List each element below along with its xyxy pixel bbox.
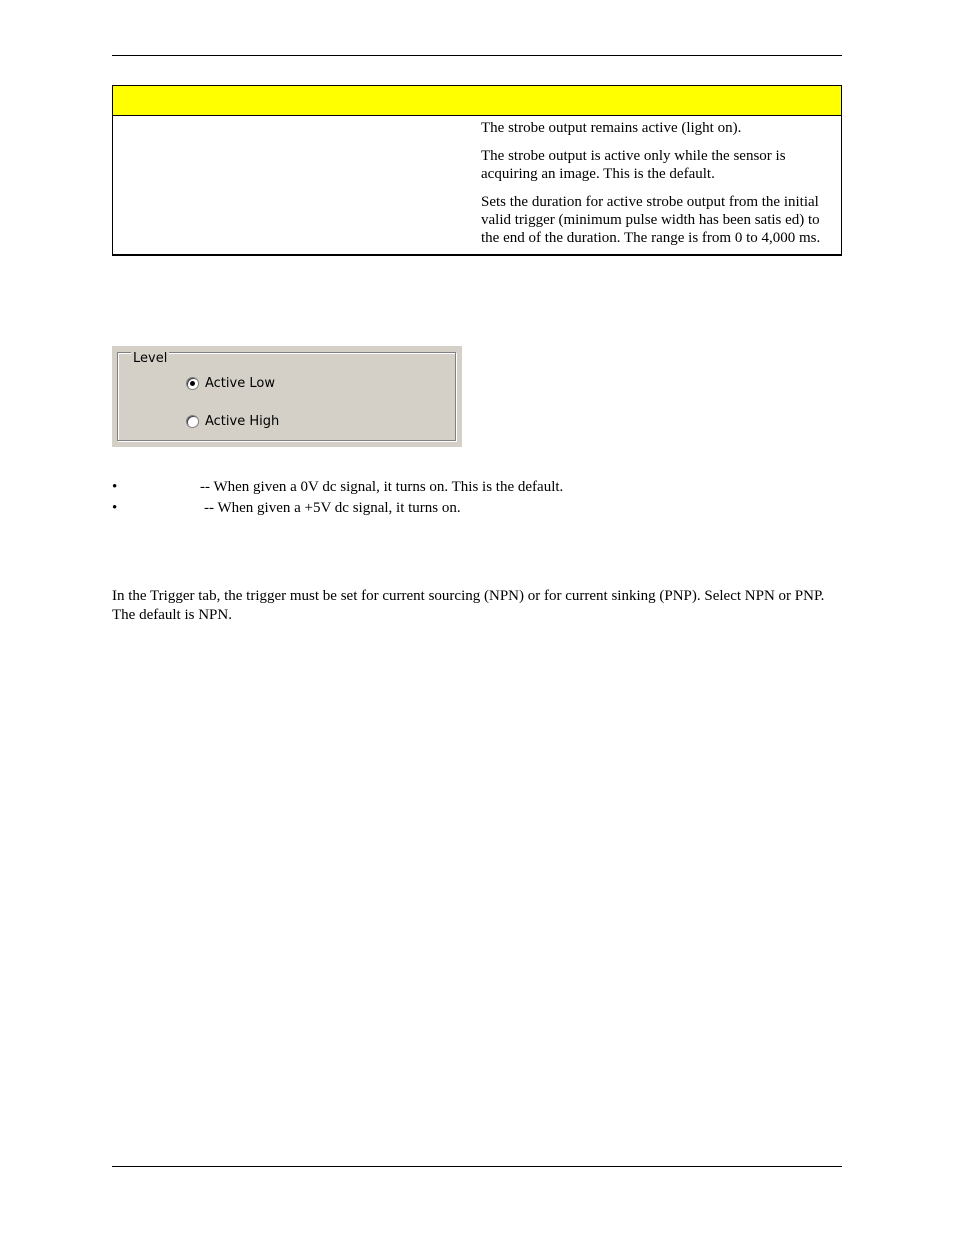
bullet-icon: • [112, 479, 118, 495]
footer-rule [112, 1166, 842, 1167]
table-cell-light-on: The strobe output remains active (light on). [481, 120, 742, 136]
bullet-active-high-text: -- When given a +5V dc signal, it turns on. [204, 500, 461, 516]
radio-active-low[interactable] [186, 375, 275, 391]
trigger-paragraph [112, 587, 854, 625]
paragraph-line-2: The default is NPN. [112, 607, 232, 623]
radio-selected-icon[interactable] [186, 377, 199, 390]
strobe-mode-table [112, 85, 842, 256]
paragraph-line-1: In the Trigger tab, the trigger must be set for current sourcing (NPN) or for current sinking (PNP). Select NPN or PNP. [112, 588, 825, 604]
table-cell-duration: Sets the duration for active strobe output from the initial valid trigger (minimum pulse width has been satis ed) to the end of the duration. The range is from 0 to 4,000 ms. [481, 194, 821, 246]
bullet-active-low-text: -- When given a 0V dc signal, it turns on. This is the default. [200, 479, 564, 495]
level-group-panel [112, 346, 462, 447]
bullet-icon: • [112, 500, 118, 516]
radio-unselected-icon[interactable] [186, 415, 199, 428]
radio-active-high[interactable] [186, 413, 279, 429]
header-rule [112, 55, 842, 56]
radio-active-high-label[interactable]: Active High [205, 413, 280, 429]
table-header-row [113, 86, 841, 116]
radio-active-low-label[interactable]: Active Low [205, 375, 275, 391]
level-legend: Level [133, 351, 168, 366]
level-groupbox-frame [117, 352, 456, 441]
table-cell-acquiring: The strobe output is active only while the sensor is acquiring an image. This is the default. [481, 148, 786, 182]
